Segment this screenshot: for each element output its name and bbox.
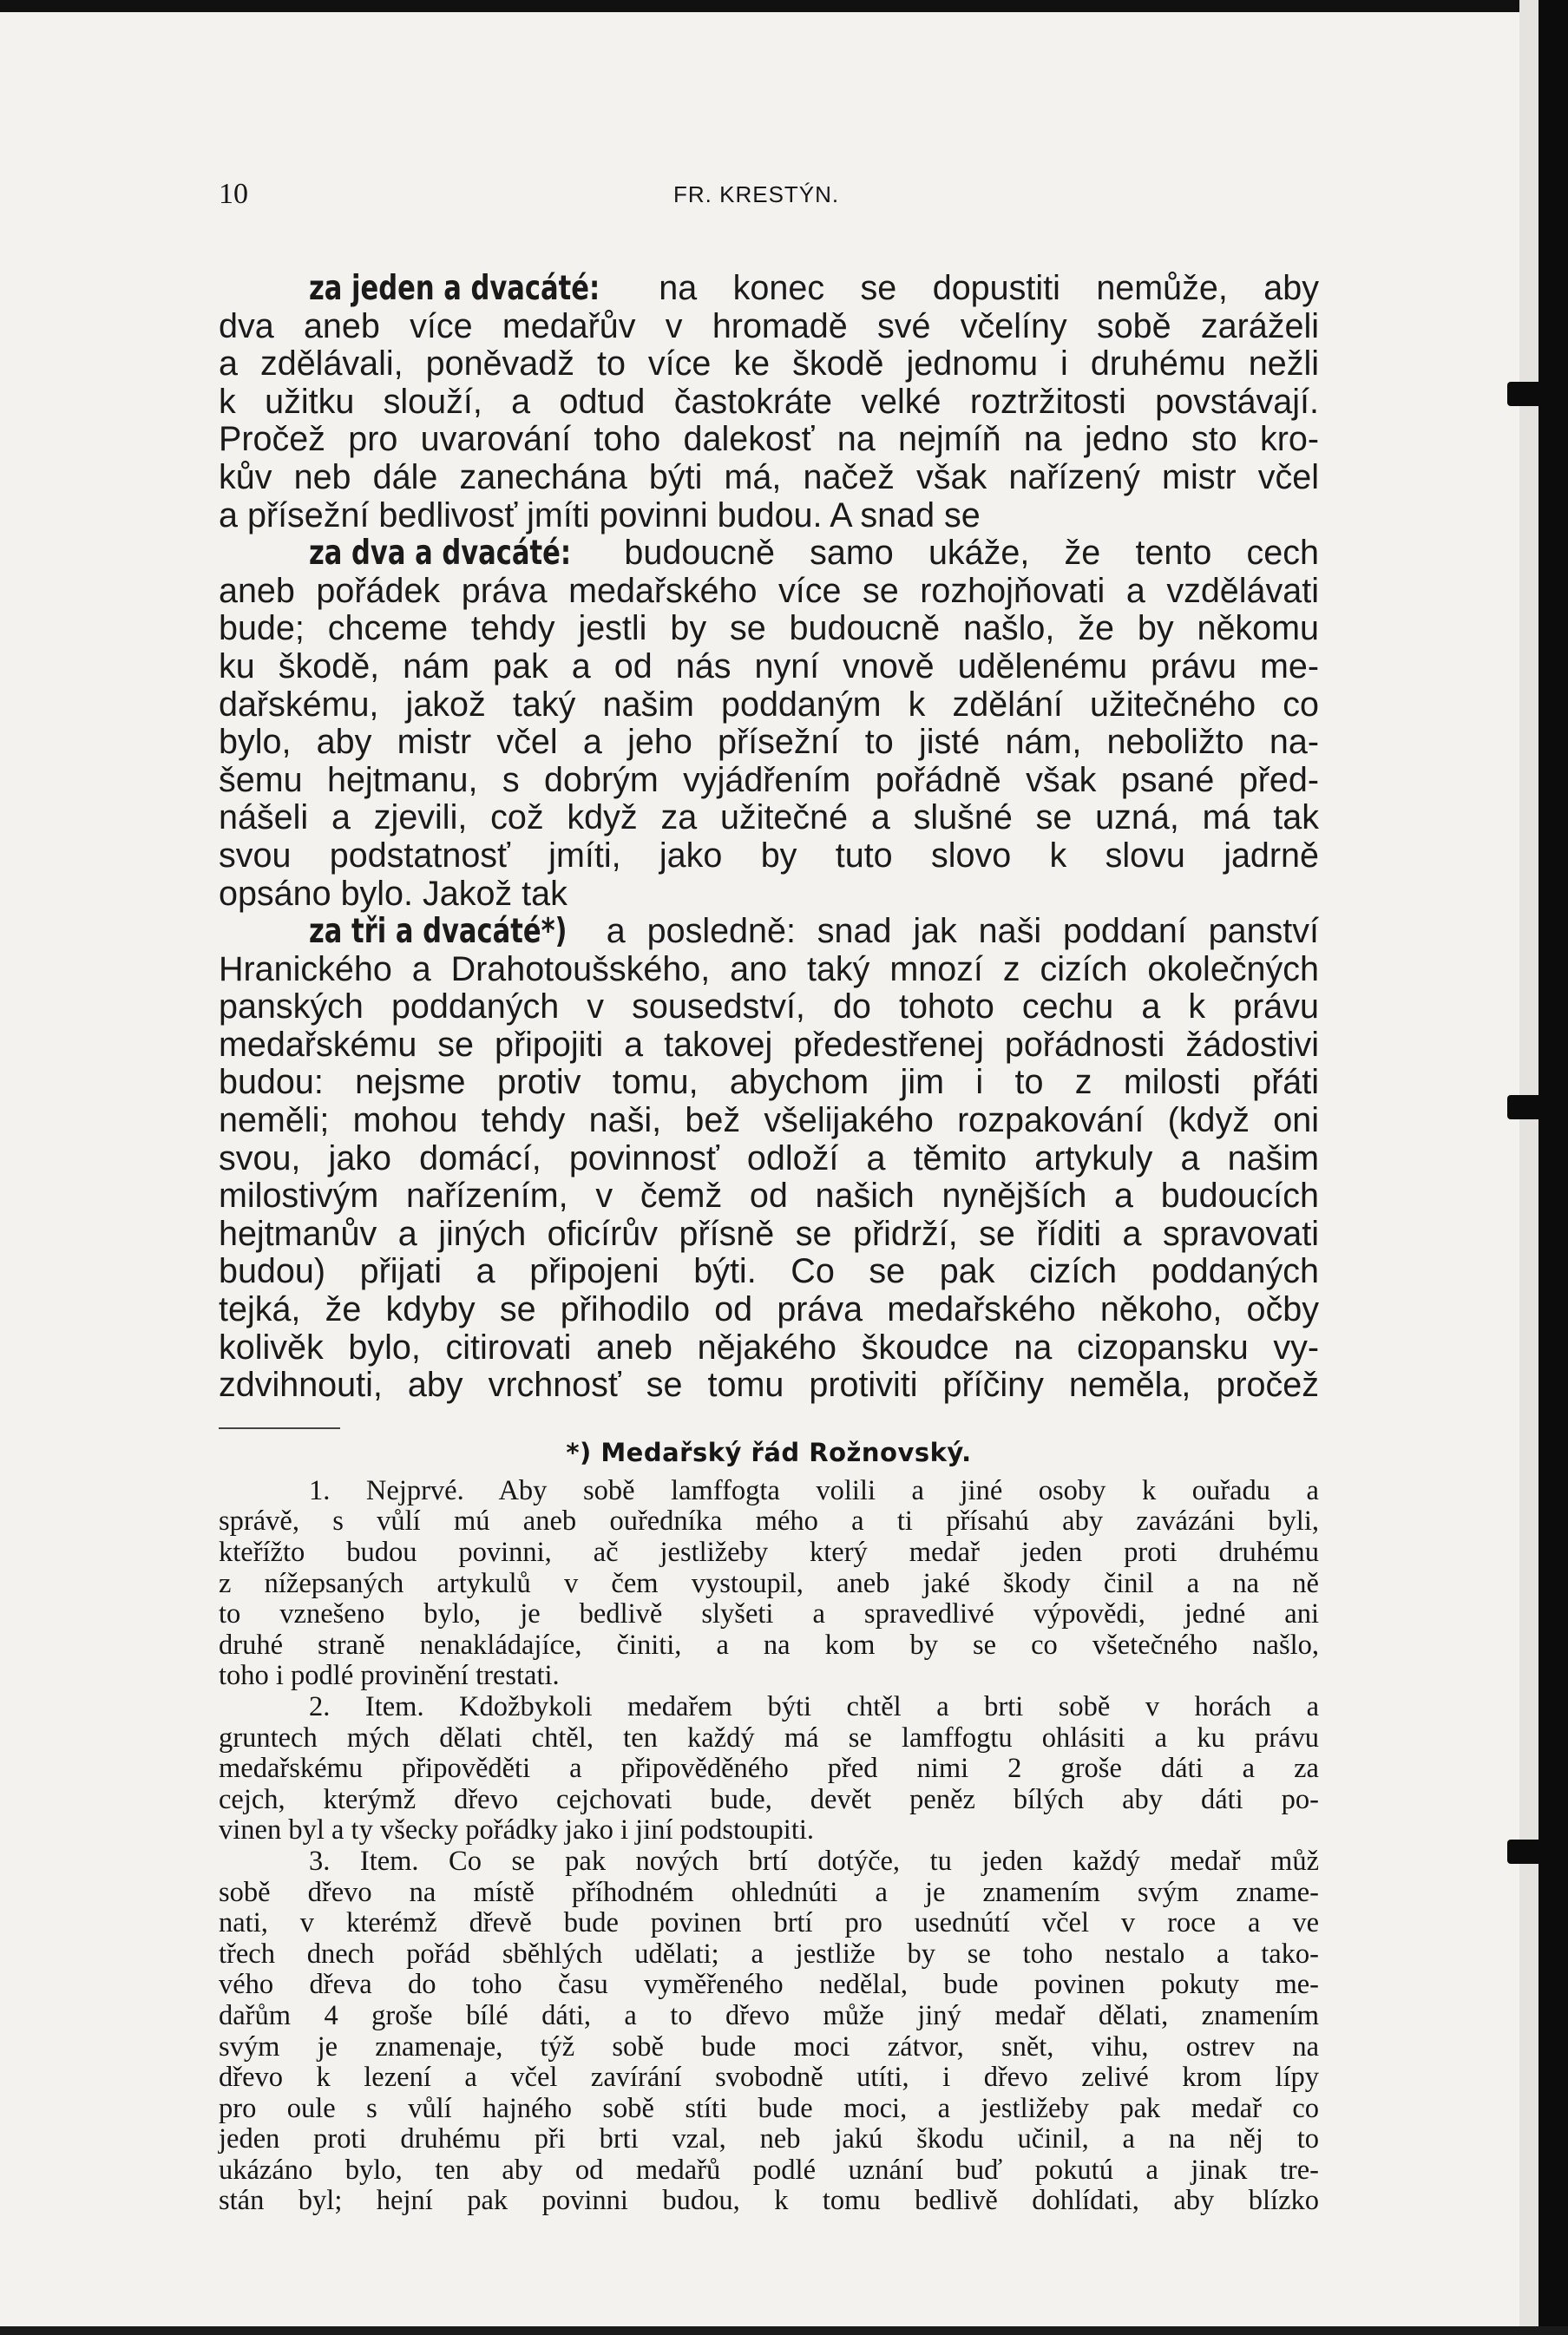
text-line: bylo, aby mistr včel a jeho přísežní to jisté nám, neboližto na- <box>219 723 1319 762</box>
text-line: svou podstatnosť jmíti, jako by tuto slovo k slovu jadrně <box>219 836 1319 875</box>
footnote-title: *) Medařský řád Rožnovský. <box>566 1437 972 1467</box>
binding-mark <box>1507 1840 1568 1864</box>
footnote-line: ukázáno bylo, ten aby od medařů podlé uznání buď pokutú a jinak tre- <box>219 2154 1319 2186</box>
text-line: Pročež pro uvarování toho dalekosť na nejmíň na jedno sto kro- <box>219 420 1319 459</box>
text-line: za jeden a dvacáté: na konec se dopustiti nemůže, aby <box>309 268 1319 308</box>
article-heading: za tři a dvacáté*) <box>309 911 567 952</box>
text-line: medařskému se připojiti a takovej předestřenej pořádnosti žádostivi <box>219 1025 1319 1064</box>
footnote-line: medařskému připověděti a připověděného před nimi 2 groše dáti a za <box>219 1753 1319 1785</box>
text-line: kův neb dále zanechána býti má, načež však nařízený mistr včel <box>219 457 1319 496</box>
footnote-line: z nížepsaných artykulů v čem vystoupil, aneb jaké škody činil a na ně <box>219 1567 1319 1599</box>
scan-border-bottom <box>0 2326 1568 2335</box>
article-heading: za dva a dvacáté: <box>309 533 572 574</box>
footnote-line: 1. Nejprvé. Aby sobě lamffogta volili a jiné osoby k ouřadu a <box>309 1474 1319 1506</box>
text-line: bude; chceme tehdy jestli by se budoucně našlo, že by někomu <box>219 609 1319 648</box>
scan-border-top <box>0 0 1568 12</box>
text-line: budou) přijati a připojeni býti. Co se pak cizích poddaných <box>219 1252 1319 1291</box>
text-line: ku škodě, nám pak a od nás nyní vnově udělenému právu me- <box>219 646 1319 685</box>
footnote-line: dařům 4 groše bílé dáti, a to dřevo může jiný medař dělati, znamením <box>219 1999 1319 2031</box>
footnote-line: druhé straně nenakládajíce, činiti, a na kom by se co všetečného našlo, <box>219 1629 1319 1661</box>
footnote-line: kteřížto budou povinni, ač jestližeby který medař jeden proti druhému <box>219 1537 1319 1568</box>
footnote-line: správě, s vůlí mú aneb ouředníka mého a ti přísahú aby zavázáni byli, <box>219 1505 1319 1538</box>
footnote-line: svým je znamenaje, týž sobě bude moci zátvor, snět, vihu, ostrev na <box>219 2030 1319 2063</box>
text-line: nášeli a zjevili, což když za užitečné a slušné se uzná, má tak <box>219 798 1319 837</box>
footnote-line: cejch, kterýmž dřevo cejchovati bude, devět peněz bílých aby dáti po- <box>219 1783 1319 1815</box>
main-text <box>219 270 1319 1405</box>
footnote-line: stán byl; hejní pak povinni budou, k tomu bedlivě dohlídati, aby blízko <box>219 2185 1319 2217</box>
text-line: kolivěk bylo, citirovati aneb nějakého škoudce na cizopansku vy- <box>219 1328 1319 1367</box>
footnote-line: pro oule s vůlí hajného sobě stíti bude moci, a jestližeby pak medař co <box>219 2092 1319 2124</box>
running-title: FR. KRESTÝN. <box>673 181 840 207</box>
text-line: svou, jako domácí, povinnosť odloží a těmito artykuly a našim <box>219 1138 1319 1177</box>
footnote-line: vého dřeva do toho času vyměřeného nedělal, bude povinen pokuty me- <box>219 1969 1319 2001</box>
footnote-line: nati, v kterémž dřevě bude povinen brtí pro usednútí včel v roce a ve <box>219 1907 1319 1939</box>
article-heading: za jeden a dvacáté: <box>309 268 600 308</box>
text-line: dařskému, jakož taký našim poddaným k zdělání užitečného co <box>219 685 1319 724</box>
text-line: budou: nejsme protiv tomu, abychom jim i to z milosti přáti <box>219 1063 1319 1102</box>
text-line: tejká, že kdyby se přihodilo od práva medařského někoho, očby <box>219 1290 1319 1329</box>
footnote-line: dřevo k lezení a včel zavírání svobodně utíti, i dřevo zelivé krom lípy <box>219 2062 1319 2094</box>
text-line: a přísežní bedlivosť jmíti povinni budou. A snad se <box>219 495 981 535</box>
binding-mark <box>1507 1095 1568 1119</box>
text-line: dva aneb více medařův v hromadě své včelíny sobě zaráželi <box>219 306 1319 345</box>
text-line: za tři a dvacáté*) a posledně: snad jak naši poddaní panství <box>309 911 1319 952</box>
text-line: neměli; mohou tehdy naši, bež všelijakého rozpakování (když oni <box>219 1101 1319 1140</box>
text-line: aneb pořádek práva medařského více se rozhojňovati a vzdělávati <box>219 571 1319 610</box>
text-line: za dva a dvacáté: budoucně samo ukáže, že tento cech <box>309 533 1319 574</box>
footnote-line: sobě dřevo na místě příhodném ohlednúti a je znamením svým zname- <box>219 1876 1319 1908</box>
page-number: 10 <box>219 178 248 210</box>
footnote-line: vinen byl a ty všecky pořádky jako i jiní podstoupiti. <box>219 1814 815 1846</box>
scan-page-edge <box>1519 0 1538 2335</box>
text-line: šemu hejtmanu, s dobrým vyjádřením pořádně však psané před- <box>219 760 1319 799</box>
footnote-line: to vznešeno bylo, je bedlivě slyšeti a spravedlivé výpovědi, jedné ani <box>219 1598 1319 1630</box>
footnote-text <box>219 1476 1319 2217</box>
footnote-line: gruntech mých dělati chtěl, ten každý má se lamffogtu ohlásiti a ku právu <box>219 1722 1319 1754</box>
text-line: hejtmanův a jiných oficírův přísně se přidrží, se říditi a spravovati <box>219 1214 1319 1253</box>
footnote-line: 3. Item. Co se pak nových brtí dotýče, tu jeden každý medař můž <box>309 1845 1319 1877</box>
text-line: Hranického a Drahotoušského, ano taký mnozí z cizích okolečných <box>219 949 1319 988</box>
text-line: zdvihnouti, aby vrchnosť se tomu protiviti příčiny neměla, pročež <box>219 1366 1319 1405</box>
text-line: opsáno bylo. Jakož tak <box>219 874 567 913</box>
scan-border-right <box>1538 0 1568 2335</box>
footnote-line: toho i podlé provinění trestati. <box>219 1660 560 1692</box>
text-line: k užitku slouží, a odtud častokráte velké roztržitosti povstávají. <box>219 382 1319 421</box>
footnote-line: třech dnech pořád sběhlých udělati; a jestliže by se toho nestalo a tako- <box>219 1938 1319 1970</box>
text-line: panských poddaných v sousedství, do tohoto cechu a k právu <box>219 987 1319 1026</box>
book-page <box>219 178 1319 2217</box>
footnote-divider <box>219 1427 340 1429</box>
binding-mark <box>1507 382 1568 406</box>
footnote-line: jeden proti druhému při brti vzal, neb jakú škodu učinil, a na něj to <box>219 2123 1319 2155</box>
footnote-line: 2. Item. Kdožbykoli medařem býti chtěl a brti sobě v horách a <box>309 1690 1319 1722</box>
text-line: a zdělávali, poněvadž to více ke škodě jednomu i druhému nežli <box>219 344 1319 384</box>
text-line: milostivým nařízením, v čemž od našich nynějších a budoucích <box>219 1177 1319 1216</box>
page-header <box>219 178 1319 220</box>
